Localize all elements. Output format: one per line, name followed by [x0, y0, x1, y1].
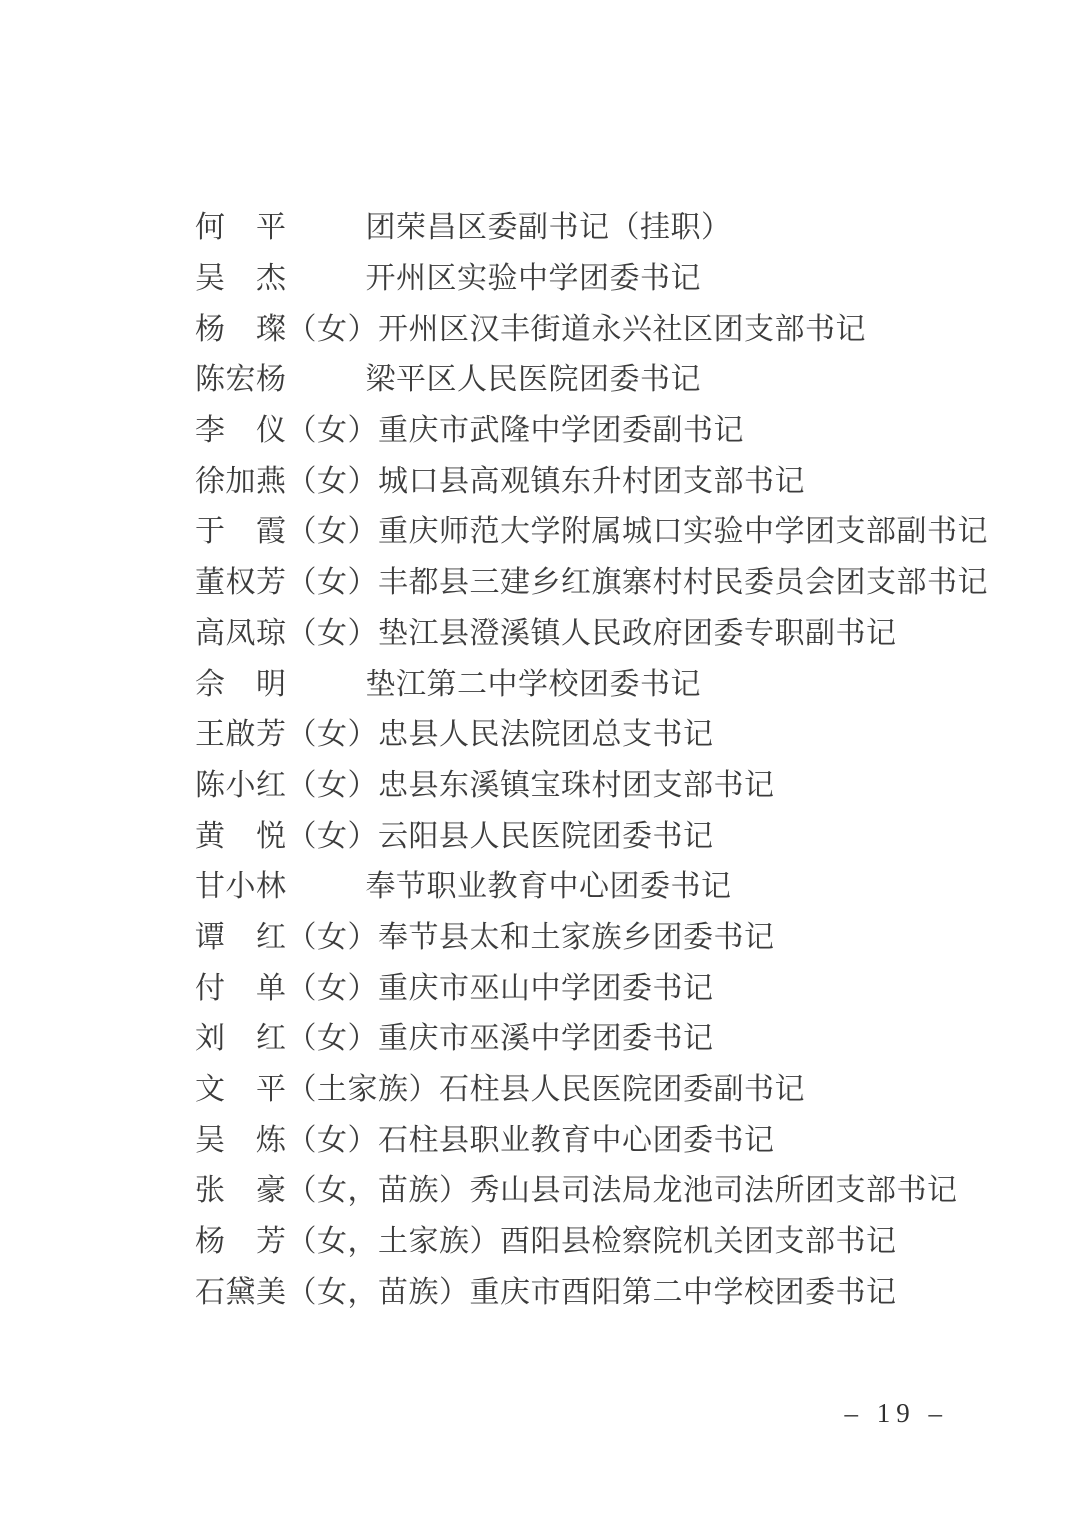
person-position: 团荣昌区委副书记（挂职）: [365, 211, 732, 245]
person-name: 杨 璨: [195, 312, 287, 346]
person-name: 何 平: [195, 211, 287, 245]
person-annotation: （女，土家族）: [286, 1225, 500, 1259]
person-position: 梁平区人民医院团委书记: [365, 363, 701, 397]
person-position: 垫江县澄溪镇人民政府团委专职副书记: [378, 616, 897, 650]
person-annotation: （女）: [286, 312, 378, 346]
roster-row: [195, 605, 1020, 656]
person-position: 石柱县职业教育中心团委书记: [378, 1123, 775, 1157]
roster-row: [195, 807, 1020, 858]
person-name: 文 平: [195, 1073, 287, 1107]
person-annotation: （女）: [286, 464, 378, 498]
roster-list: [195, 199, 1020, 1314]
person-name: 吴 杰: [195, 262, 287, 296]
person-position: 重庆师范大学附属城口实验中学团支部副书记: [378, 515, 988, 549]
roster-row: [195, 655, 1020, 706]
roster-row: [195, 250, 1020, 301]
person-name: 付 单: [195, 971, 287, 1005]
person-annotation: （女）: [286, 515, 378, 549]
person-position: 重庆市酉阳第二中学校团委书记: [469, 1275, 897, 1309]
person-annotation: （女）: [286, 1022, 378, 1056]
person-name: 高凤琼: [195, 616, 287, 650]
person-position: 酉阳县检察院机关团支部书记: [500, 1225, 897, 1259]
person-annotation: （女）: [286, 971, 378, 1005]
roster-row: [195, 503, 1020, 554]
person-position: 开州区汉丰街道永兴社区团支部书记: [378, 312, 866, 346]
person-annotation: （女）: [286, 768, 378, 802]
person-name: 李 仪: [195, 414, 287, 448]
roster-row: [195, 1111, 1020, 1162]
person-name: 杨 芳: [195, 1225, 287, 1259]
person-annotation: （女）: [286, 718, 378, 752]
person-name: 佘 明: [195, 667, 287, 701]
person-name: 徐加燕: [195, 464, 287, 498]
roster-row: [195, 757, 1020, 808]
person-name: 石黛美: [195, 1275, 287, 1309]
person-position: 奉节县太和土家族乡团委书记: [378, 920, 775, 954]
person-name: 于 霞: [195, 515, 287, 549]
person-position: 石柱县人民医院团委副书记: [439, 1073, 805, 1107]
person-position: 重庆市巫山中学团委书记: [378, 971, 714, 1005]
person-position: 忠县东溪镇宝珠村团支部书记: [378, 768, 775, 802]
roster-row: [195, 909, 1020, 960]
roster-row: [195, 959, 1020, 1010]
person-position: 重庆市巫溪中学团委书记: [378, 1022, 714, 1056]
person-annotation: （女）: [286, 1123, 378, 1157]
person-annotation: （女）: [286, 819, 378, 853]
person-position: 垫江第二中学校团委书记: [365, 667, 701, 701]
roster-row: [195, 554, 1020, 605]
person-annotation: （女）: [286, 616, 378, 650]
person-name: 吴 炼: [195, 1123, 287, 1157]
page-number: – 19 –: [844, 1398, 948, 1428]
person-annotation: （女）: [286, 920, 378, 954]
roster-row: [195, 402, 1020, 453]
person-annotation: （女）: [286, 566, 378, 600]
person-position: 开州区实验中学团委书记: [365, 262, 701, 296]
person-annotation: （女，苗族）: [286, 1174, 470, 1208]
roster-row: [195, 452, 1020, 503]
roster-row: [195, 1263, 1020, 1314]
person-position: 忠县人民法院团总支书记: [378, 718, 714, 752]
person-position: 云阳县人民医院团委书记: [378, 819, 714, 853]
person-name: 陈宏杨: [195, 363, 287, 397]
person-position: 城口县高观镇东升村团支部书记: [378, 464, 805, 498]
roster-row: [195, 858, 1020, 909]
roster-row: [195, 1213, 1020, 1264]
roster-row: [195, 1162, 1020, 1213]
roster-row: [195, 351, 1020, 402]
person-name: 刘 红: [195, 1022, 287, 1056]
person-name: 谭 红: [195, 920, 287, 954]
person-name: 王啟芳: [195, 718, 287, 752]
person-position: 丰都县三建乡红旗寨村村民委员会团支部书记: [378, 566, 988, 600]
person-name: 张 豪: [195, 1174, 287, 1208]
person-annotation: （土家族）: [286, 1073, 439, 1107]
person-name: 黄 悦: [195, 819, 287, 853]
person-name: 甘小林: [195, 870, 287, 904]
roster-row: [195, 1010, 1020, 1061]
person-name: 董权芳: [195, 566, 287, 600]
person-position: 奉节职业教育中心团委书记: [365, 870, 732, 904]
roster-row: [195, 199, 1020, 250]
roster-row: [195, 706, 1020, 757]
roster-row: [195, 1061, 1020, 1112]
person-position: 重庆市武隆中学团委副书记: [378, 414, 744, 448]
roster-row: [195, 300, 1020, 351]
person-name: 陈小红: [195, 768, 287, 802]
person-position: 秀山县司法局龙池司法所团支部书记: [469, 1174, 958, 1208]
person-annotation: （女，苗族）: [286, 1275, 470, 1309]
person-annotation: （女）: [286, 414, 378, 448]
